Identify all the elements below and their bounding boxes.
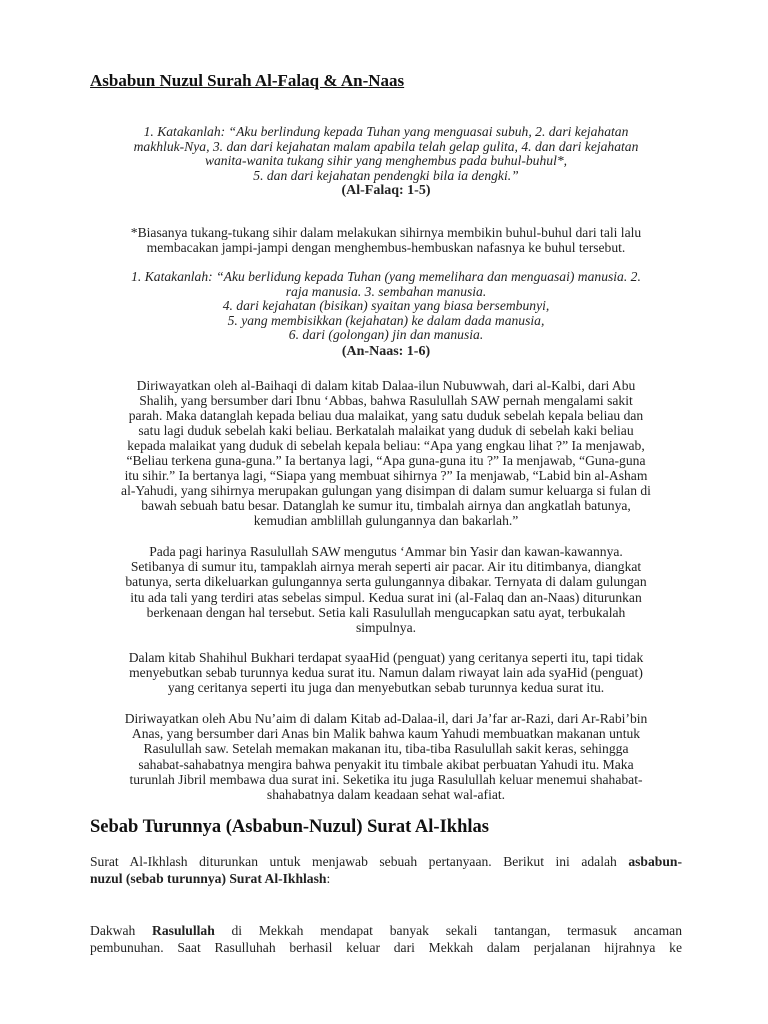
text-line: 4. dari kejahatan (bisikan) syaitan yang biasa bersembunyi, — [222, 298, 550, 314]
al-falaq-translation — [90, 125, 682, 183]
text-line: yang ceritanya seperti itu juga dan menyebutkan sebab turunnya kedua surat itu. — [167, 680, 605, 696]
an-naas-reference: (An-Naas: 1-6) — [341, 344, 431, 359]
text-line: Setibanya di sumur itu, tampaklah airnya merah seperti air pacar. Air itu ditimbanya, diangkat — [130, 559, 642, 575]
bold-text: asbabun- — [628, 854, 682, 869]
bold-text: nuzul (sebab turunnya) Surat Al-Ikhlash — [90, 871, 327, 886]
text-line: shahabatnya dalam keadaan sehat wal-afiat. — [266, 787, 506, 803]
text-line: itu sihir.” Ia bertanya lagi, “Siapa yang membuat sihirnya ?” Ia menjawab, “Labid bin al-Asham — [124, 468, 648, 483]
text-line: Rasulullah saw. Setelah memakan makanan itu, tiba-tiba Rasulullah sakit keras, sehingga — [143, 741, 629, 757]
text-line: kemudian amblillah gulungannya dan bakarlah.” — [253, 513, 519, 528]
ikhlas-intro-line-2 — [90, 871, 682, 887]
text-line: berkenaan dengan hal tersebut. Setia kali Rasulullah mengucapkan satu ayat, terbukalah — [146, 604, 626, 620]
an-naas-translation — [90, 270, 682, 343]
bold-text: Rasulullah — [152, 923, 215, 938]
text-line: Diriwayatkan oleh Abu Nu’aim di dalam Kitab ad-Dalaa-il, dari Ja’far ar-Razi, dari Ar-Rabi’bin — [124, 711, 648, 726]
text-line: wanita-wanita tukang sihir yang menghembus pada buhul-buhul*, — [204, 153, 568, 168]
text-line: menyebutkan sebab turunnya kedua surat itu. Namun dalam riwayat lain ada syaHid (penguat) — [129, 665, 643, 681]
text-line: Pada pagi harinya Rasulullah SAW mengutus ‘Ammar bin Yasir dan kawan-kawannya. — [149, 544, 623, 559]
paragraph-abu-nuaim — [90, 711, 682, 802]
text-line: parah. Maka datanglah kepada beliau dua malaikat, yang satu duduk sebelah kepala beliau dan — [128, 408, 644, 423]
text-line: sahabat-sahabatnya mengira bahwa penyakit itu timbale akibat perbuatan Yahudi itu. Maka — [138, 756, 634, 772]
text: di Mekkah mendapat banyak sekali tantangan, termasuk ancaman — [214, 923, 682, 938]
text-line: satu lagi duduk sebelah kaki beliau. Berkatalah malaikat yang duduk di sebelah kaki beliau — [138, 423, 634, 438]
text-line: bawah sebuah batu besar. Datanglah ke sumur itu, timbalah airnya dan angkatlah batunya, — [141, 498, 631, 513]
text-line: membacakan jampi-jampi dengan menghembus-hembuskan nafasnya ke buhul tersebut. — [146, 240, 626, 255]
text-line: batunya, serta dikeluarkan gulungannya serta gulungannya dibakar. Ternyata di dalam gulungan — [125, 574, 647, 590]
dakwah-line-2: pembunuhan. Saat Rasulluhah berhasil keluar dari Mekkah dalam perjalanan hijrahnya ke — [90, 940, 682, 955]
paragraph-ammar — [90, 544, 682, 635]
text-line: kepada malaikat yang duduk di sebelah kepala beliau: “Apa yang engkau lihat ?” Ia menjawab, — [127, 438, 645, 453]
al-falaq-reference: (Al-Falaq: 1-5) — [341, 183, 431, 198]
section-heading-al-ikhlas: Sebab Turunnya (Asbabun-Nuzul) Surat Al-Ikhlas — [90, 817, 489, 837]
text-line: al-Yahudi, yang sihirnya merupakan gulungan yang disimpan di dalam sumur keluarga si fulan di — [121, 483, 651, 498]
text-line: 5. yang membisikkan (kejahatan) ke dalam dada manusia, — [227, 312, 545, 328]
text: Dakwah — [90, 923, 153, 938]
footnote — [90, 225, 682, 255]
text-line: *Biasanya tukang-tukang sihir dalam melakukan sihirnya membikin buhul-buhul dari tali lalu — [130, 225, 642, 240]
text-line: 1. Katakanlah: “Aku berlindung kepada Tuhan yang menguasai subuh, 2. dari kejahatan — [143, 124, 629, 139]
text-line: “Beliau terkena guna-guna.” Ia bertanya lagi, “Apa guna-guna itu ?” Ia menjawab, “Guna-guna — [126, 453, 646, 468]
text-line: raja manusia. 3. sembahan manusia. — [285, 283, 487, 299]
text-line: 5. dan dari kejahatan pendengki bila ia dengki.” — [253, 167, 519, 183]
dakwah-line-1 — [90, 923, 682, 939]
paragraph-baihaqi — [90, 378, 682, 528]
text-line: Anas, yang bersumber dari Anas bin Malik bahwa kaum Yahudi membuatkan makanan untuk — [131, 726, 641, 742]
text-line: makhluk-Nya, 3. dan dari kejahatan malam apabila telah gelap gulita, 4. dan dari kejahatan — [133, 138, 639, 154]
text-line: 6. dari (golongan) jin dan manusia. — [288, 327, 484, 343]
text-line: turunlah Jibril membawa dua surat ini. Seketika itu juga Rasulullah keluar menemui shahabat- — [129, 771, 643, 787]
ikhlas-intro-line-1 — [90, 854, 682, 870]
document-title: Asbabun Nuzul Surah Al-Falaq & An-Naas — [90, 71, 405, 90]
text-line: itu ada tali yang terdiri atas sebelas simpul. Kedua surat ini (al-Falaq dan an-Naas) diturunkan — [130, 589, 642, 605]
paragraph-bukhari — [90, 650, 682, 696]
text-line: simpulnya. — [355, 620, 417, 636]
text: Surat Al-Ikhlash diturunkan untuk menjawab sebuah pertanyaan. Berikut ini adalah — [90, 854, 629, 869]
text-line: 1. Katakanlah: “Aku berlidung kepada Tuhan (yang memelihara dan menguasai) manusia. 2. — [131, 269, 641, 284]
text-line: Diriwayatkan oleh al-Baihaqi di dalam kitab Dalaa-ilun Nubuwwah, dari al-Kalbi, dari Abu — [136, 378, 636, 393]
text: : — [326, 871, 331, 886]
text-line: Dalam kitab Shahihul Bukhari terdapat syaaHid (penguat) yang ceritanya seperti itu, tapi tidak — [128, 650, 644, 665]
text-line: Shalih, yang bersumber dari Ibnu ‘Abbas, bahwa Rasulullah SAW pernah mengalami sakit — [139, 393, 633, 408]
